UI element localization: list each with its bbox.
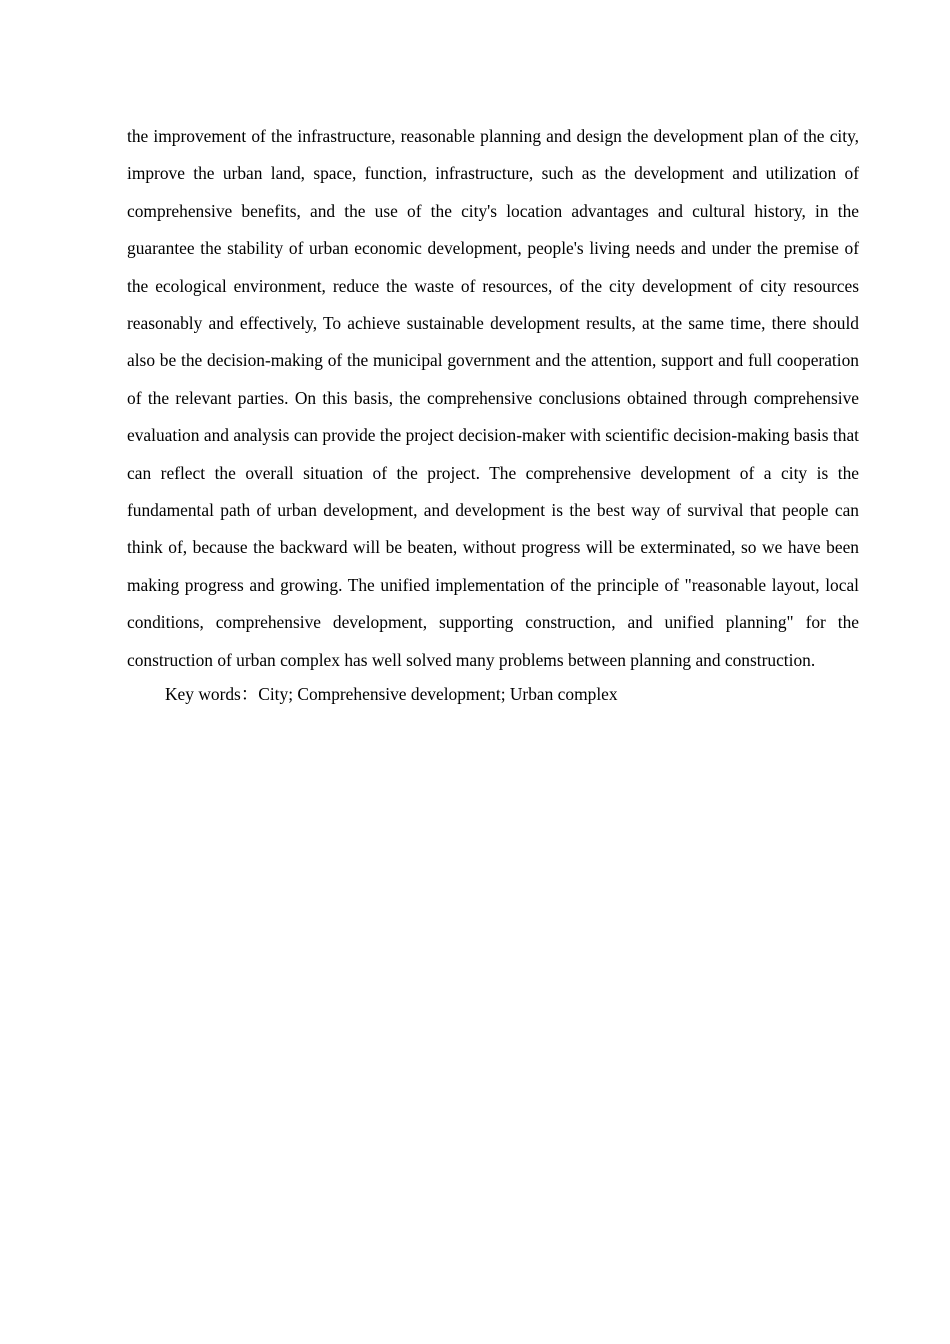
keywords-line: [127, 676, 859, 713]
keywords-label: Key words：: [165, 684, 259, 705]
abstract-text-block: [127, 118, 859, 714]
keywords-list: City; Comprehensive development; Urban complex: [258, 684, 618, 705]
abstract-paragraph: the improvement of the infrastructure, reasonable planning and design the development plan of the city, improve the urban land, space, function, infrastructure, such as the development and utilization of comprehensive benefits, and the use of the city's location advantages and cultural history, in the guarantee the stability of urban economic development, people's living needs and under the premise of the ecological environment, reduce the waste of resources, of the city development of city resources reasonably and effectively, To achieve sustainable development results, at the same time, there should also be the decision-making of the municipal government and the attention, support and full cooperation of the relevant parties. On this basis, the comprehensive conclusions obtained through comprehensive evaluation and analysis can provide the project decision-maker with scientific decision-making basis that can reflect the overall situation of the project. The comprehensive development of a city is the fundamental path of urban development, and development is the best way of survival that people can think of, because the backward will be beaten, without progress will be exterminated, so we have been making progress and growing. The unified implementation of the principle of "reasonable layout, local conditions, comprehensive development, supporting construction, and unified planning" for the construction of urban complex has well solved many problems between planning and construction.: [127, 126, 859, 670]
